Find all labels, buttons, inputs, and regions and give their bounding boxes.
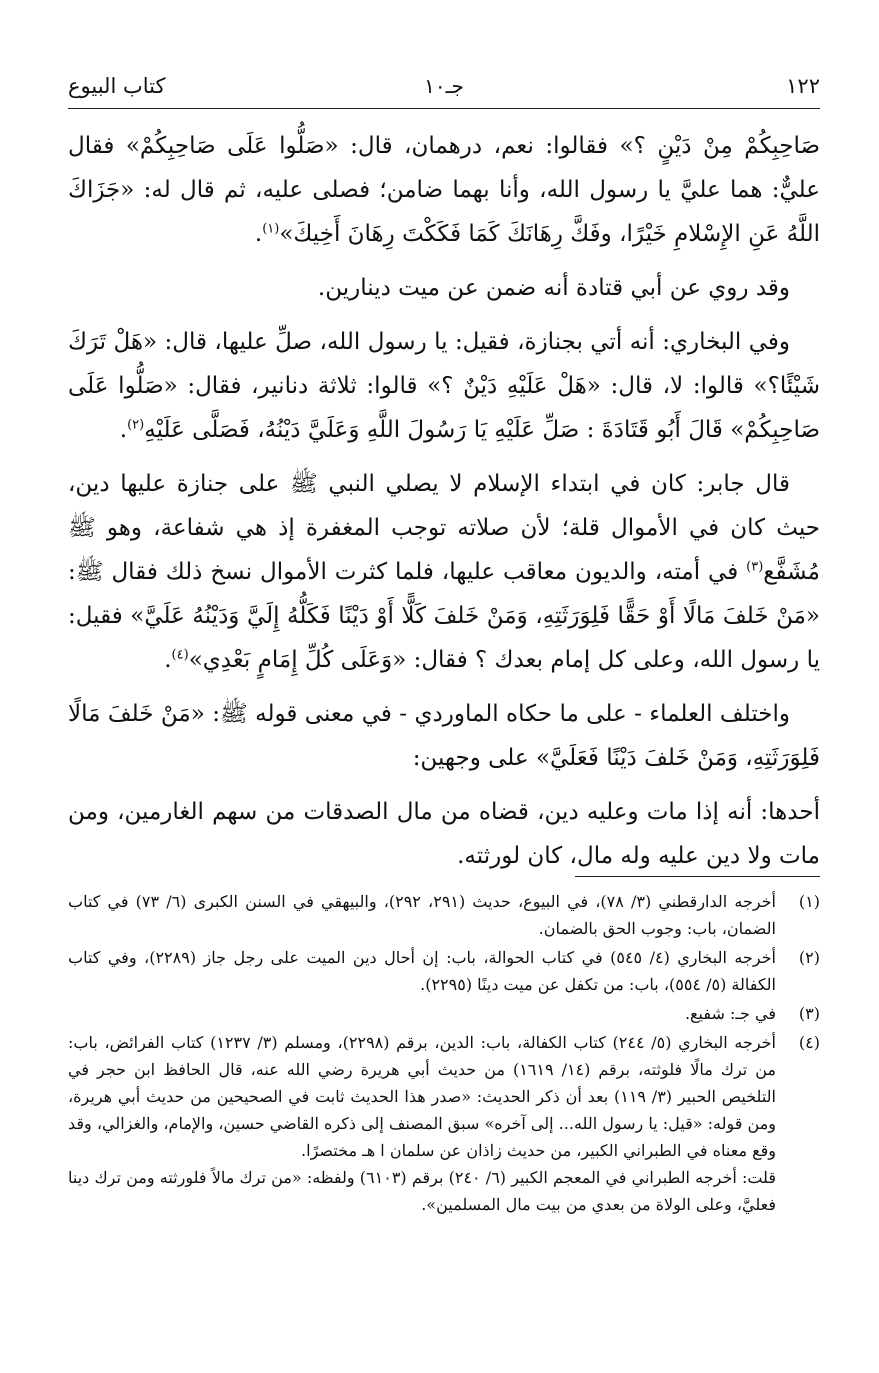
footnote-ref-4: (٤) (171, 647, 189, 663)
paragraph-1-text: صَاحِبِكُمْ مِنْ دَيْنٍ ؟» فقالوا: نعم، درهمان، قال: «صَلُّوا عَلَى صَاحِبِكُمْ» فقال عليٌّ: هما عليَّ يا رسول الله، وأنا بهما ضامن؛ فصلى عليه، ثم قال له: «جَزَاكَ اللَّهُ عَنِ الإِسْلامِ خَيْرًا، وفَكَّ رِهَانَكَ كَمَا فَكَكْتَ رِهَانَ أَخِيكَ» (68, 133, 820, 247)
footnote-line: قلت: أخرجه الطبراني في المعجم الكبير (٦/ ٢٤٠) برقم (٦١٠٣) ولفظه: «من ترك مالاً فلورثته ومن ترك دينا فعليَّ، وعلى الولاة من بعدي من بيت مال المسلمين». (68, 1168, 777, 1214)
footnote-text (68, 1029, 776, 1218)
paragraph-3-text: وفي البخاري: أنه أتي بجنازة، فقيل: يا رسول الله، صلِّ عليها، قال: «هَلْ تَرَكَ شَيْئًا؟» قالوا: لا، قال: «هَلْ عَلَيْهِ دَيْنٌ ؟» قالوا: ثلاثة دنانير، فقال: «صَلُّوا عَلَى صَاحِبِكُمْ» قَالَ أَبُو قَتَادَةَ : صَلِّ عَلَيْهِ يَا رَسُولَ اللَّهِ وَعَلَيَّ دَيْنُهُ، فَصَلَّى عَلَيْهِ (68, 329, 821, 443)
paragraph-4-text-b: في أمته، والديون معاقب عليها، فلما كثرت الأموال نسخ ذلك فقال ﷺ: «مَنْ خَلفَ مَالًا أَوْ حَقًّا فَلِوَرَثَتِهِ، وَمَنْ خَلفَ كَلًّا أَوْ دَيْنًا فَكَلُّهُ إِلَيَّ وَدَيْنُهُ عَلَيَّ» فقيل: يا رسول الله، وعلى كل إمام بعدك ؟ فقال: «وَعَلَى كُلِّ إِمَامٍ بَعْدِي» (68, 559, 820, 673)
footnote-mark: (١) (798, 892, 820, 911)
footnote-mark: (٤) (798, 1033, 820, 1052)
footnote-text (68, 1000, 776, 1027)
volume-label: جـ١٠ (424, 74, 464, 98)
paragraph-2: وقد روي عن أبي قتادة أنه ضمن عن ميت دينارين. (317, 275, 790, 301)
main-text (68, 124, 820, 888)
page-number: ١٢٢ (786, 74, 820, 98)
footnote-ref-3: (٣) (746, 559, 764, 575)
paragraph-3 (68, 320, 820, 452)
footnote-line: أخرجه البخاري (٥/ ٢٤٤) كتاب الكفالة، باب: الدين، برقم (٢٢٩٨)، ومسلم (٣/ ١٢٣٧) كتاب الفرائض، باب: من ترك مالًا فلوثته، برقم (١٤/ ١٦١٩) من حديث أبي هريرة رضي الله عنه، قال الحافظ ابن حجر في التلخيص الحبير (٣/ ١١٩) بعد أن ذكر الحديث: «صدر هذا الحديث ثابت في الصحيحين من حديث أبي هريرة، ومن قوله: «قيل: يا رسول الله... إلى آخره» سبق المصنف إلى ذكره القاضي حسين، والإمام، والغزالي، وقد وقع معناه في الطبراني الكبير، من حديث زاذان عن سلمان ا هـ مختصرًا. (68, 1033, 777, 1160)
paragraph-3-end: . (119, 417, 128, 443)
footnote-text (68, 888, 776, 942)
footnote-1 (68, 888, 820, 942)
footnotes (68, 888, 820, 1220)
footnote-line: في جـ: شفيع. (684, 1004, 776, 1023)
running-header (68, 70, 820, 106)
footnote-mark: (٣) (798, 1004, 820, 1023)
footnote-line: أخرجه البخاري (٤/ ٥٤٥) في كتاب الحوالة، باب: إن أحال دين الميت على رجل جاز (٢٢٨٩)، وفي كتاب الكفالة (٥/ ٥٥٤)، باب: من تكفل عن ميت دينًا (٢٢٩٥). (68, 948, 776, 994)
footnote-2 (68, 944, 820, 998)
footnote-line: أخرجه الدارقطني (٣/ ٧٨)، في البيوع، حديث (٢٩١، ٢٩٢)، والبيهقي في السنن الكبرى (٦/ ٧٣) في كتاب الضمان، باب: وجوب الحق بالضمان. (68, 892, 776, 938)
paragraph-4 (68, 462, 820, 682)
paragraph-5: واختلف العلماء - على ما حكاه الماوردي - في معنى قوله ﷺ: «مَنْ خَلفَ مَالًا فَلِوَرَثَتِهِ، وَمَنْ خَلفَ دَيْنًا فَعَلَيَّ» على وجهين: (68, 701, 820, 771)
paragraph-4-text-a: قال جابر: كان في ابتداء الإسلام لا يصلي النبي ﷺ على جنازة عليها دين، حيث كان في الأموال قلة؛ لأن صلاته توجب المغفرة إذ هي شفاعة، وهو ﷺ مُشَفَّع (68, 471, 820, 585)
footnote-4 (68, 1029, 820, 1218)
paragraph-1 (68, 124, 820, 256)
paragraph-1-end: . (254, 221, 263, 247)
header-rule (68, 108, 820, 109)
footnote-3 (68, 1000, 820, 1027)
footnote-mark: (٢) (798, 948, 820, 967)
footnote-ref-2: (٢) (127, 417, 145, 433)
paragraph-6: أحدها: أنه إذا مات وعليه دين، قضاه من مال الصدقات من سهم الغارمين، ومن مات ولا دين عليه وله مال، كان لورثته. (68, 799, 820, 869)
book-title: كتاب البيوع (68, 74, 166, 98)
footnote-separator (575, 876, 820, 877)
footnote-ref-1: (١) (262, 221, 280, 237)
paragraph-4-end: . (164, 647, 172, 673)
footnote-text (68, 944, 776, 998)
